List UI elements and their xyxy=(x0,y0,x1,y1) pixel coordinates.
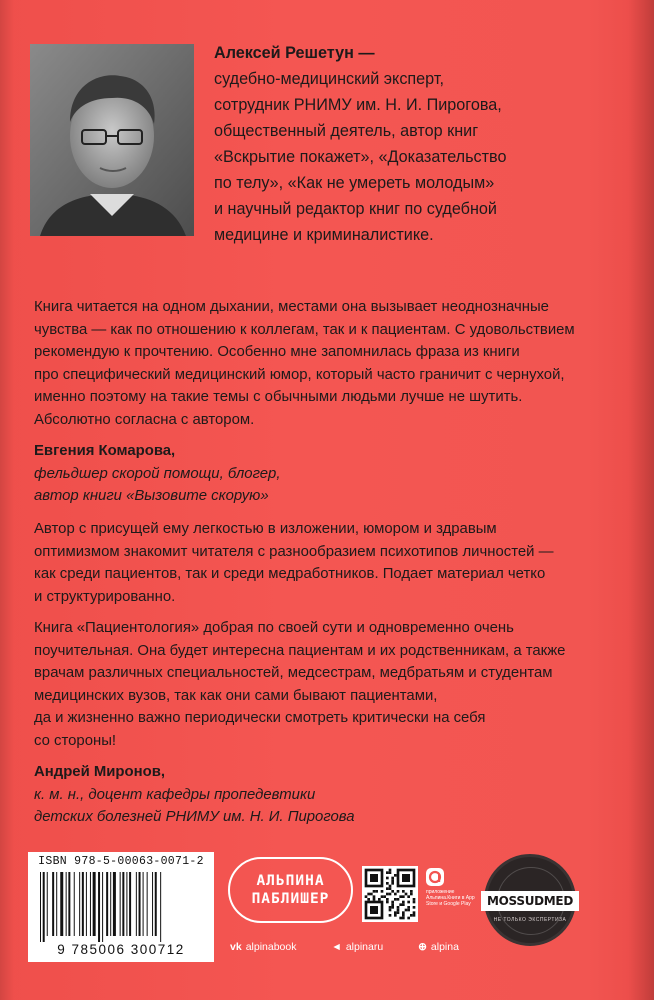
qr-module xyxy=(391,890,394,893)
qr-module xyxy=(397,911,400,914)
qr-module xyxy=(391,901,394,904)
barcode-bar xyxy=(56,872,57,936)
qr-module xyxy=(399,917,402,920)
publisher-logo xyxy=(228,857,353,923)
qr-module xyxy=(413,901,416,904)
badge-subtitle: НЕ ТОЛЬКО ЭКСПЕРТИЗА xyxy=(493,917,567,923)
qr-module xyxy=(397,890,400,893)
isbn-barcode xyxy=(28,852,214,962)
barcode-bar xyxy=(106,872,108,936)
publisher-logo-line: ПАБЛИШЕР xyxy=(251,891,330,907)
qr-code xyxy=(362,866,418,922)
qr-module xyxy=(365,895,368,898)
qr-module xyxy=(410,890,413,893)
barcode-bar xyxy=(122,872,124,936)
qr-module xyxy=(394,874,397,877)
qr-module xyxy=(407,901,410,904)
qr-module xyxy=(405,893,408,896)
quote-line: Книга «Пациентология» добрая по своей сути и одновременно очень xyxy=(34,620,514,636)
review-quote-komarova xyxy=(34,296,624,508)
barcode-bar xyxy=(139,872,141,936)
bio-line: по телу», «Как не умереть молодым» xyxy=(214,174,495,192)
qr-module xyxy=(370,906,378,914)
barcode-bar xyxy=(82,872,84,936)
qr-module xyxy=(367,893,370,896)
quote-line: медицинских вузов, так как они сами бывают пациентами, xyxy=(34,687,438,704)
reviewer-role: автор книги «Вызовите скорую» xyxy=(34,488,269,504)
qr-module xyxy=(410,914,413,917)
barcode-bar xyxy=(47,872,48,936)
qr-module xyxy=(402,911,405,914)
qr-module xyxy=(391,877,394,880)
qr-module xyxy=(391,906,394,909)
qr-module xyxy=(399,895,402,898)
qr-module xyxy=(370,893,373,896)
qr-module xyxy=(391,903,394,906)
qr-module xyxy=(386,901,389,904)
qr-module xyxy=(373,895,376,898)
quote-line: чувства — как по отношению к коллегам, так и к пациентам. С удовольствием xyxy=(34,321,575,338)
quote-line: как среди пациентов, так и среди медработников. Подает материал четко xyxy=(34,566,546,582)
quote-line: Автор с присущей ему легкостью в изложении, юмором и здравым xyxy=(34,521,497,537)
qr-module xyxy=(413,906,416,909)
qr-module xyxy=(386,887,389,890)
social-site[interactable] xyxy=(418,941,475,953)
qr-module xyxy=(394,893,397,896)
quote-line: про специфический медицинский юмор, который часто граничит с чернухой, xyxy=(34,366,565,383)
qr-module xyxy=(407,909,410,912)
qr-module xyxy=(397,898,400,901)
qr-module xyxy=(389,871,392,874)
qr-module xyxy=(413,914,416,917)
barcode-bar xyxy=(113,872,116,936)
barcode-bar xyxy=(79,872,80,936)
quote-line: оптимизмом знакомит читателя с разнообразием психотипов личностей — xyxy=(34,543,554,560)
qr-module xyxy=(373,890,376,893)
qr-module xyxy=(402,874,410,882)
barcode-bar xyxy=(60,872,63,936)
qr-module xyxy=(402,901,405,904)
barcode-bar xyxy=(110,872,111,936)
qr-module xyxy=(402,917,405,920)
reviewer-role: детских болезней РНИМУ им. Н. И. Пирогова xyxy=(34,809,355,825)
barcode-bar xyxy=(66,872,67,936)
qr-module xyxy=(386,871,389,874)
qr-module xyxy=(386,893,389,896)
cover-edge-shadow-right xyxy=(628,0,654,1000)
barcode-digits: 9 785006 300712 xyxy=(57,942,185,957)
bio-line: сотрудник РНИМУ им. Н. И. Пирогова, xyxy=(214,96,502,114)
quote-line: рекомендую к прочтению. Особенно мне запомнилась фраза из книги xyxy=(34,344,520,360)
author-name: Алексей Решетун — xyxy=(214,44,375,62)
qr-module xyxy=(394,911,397,914)
isbn-number: ISBN 978-5-00063-0071-2 xyxy=(38,855,204,868)
bio-line: судебно-медицинский эксперт, xyxy=(214,70,444,88)
qr-module xyxy=(389,909,392,912)
barcode-bar xyxy=(40,872,41,942)
quote-line: Книга читается на одном дыхании, местами она вызывает неоднозначные xyxy=(34,299,549,315)
qr-module xyxy=(386,882,389,885)
qr-module xyxy=(405,909,408,912)
reviewer-name: Андрей Миронов, xyxy=(34,764,165,780)
paragraph-gap xyxy=(34,608,624,617)
barcode-bar xyxy=(160,872,161,942)
qr-module xyxy=(397,909,400,912)
qr-module xyxy=(402,903,405,906)
quote-line: и структурированно. xyxy=(34,588,176,605)
qr-module xyxy=(410,893,413,896)
social-telegram-label: alpinaru xyxy=(345,941,384,953)
bio-line: «Вскрытие покажет», «Доказательство xyxy=(214,148,507,166)
quote-line: Абсолютно согласна с автором. xyxy=(34,411,255,428)
quote-line: да и жизненно важно периодически смотреть критически на себя xyxy=(34,710,486,726)
quote-line: именно поэтому на такие темы с обычными людьми лучше не шутить. xyxy=(34,389,523,405)
web-icon: ⊕ xyxy=(418,941,427,953)
qr-module xyxy=(389,869,392,872)
barcode-bar xyxy=(120,872,121,936)
bio-line: общественный деятель, автор книг xyxy=(214,122,479,140)
qr-module xyxy=(399,903,402,906)
social-telegram[interactable] xyxy=(331,941,399,953)
qr-module xyxy=(381,895,384,898)
review-quote-mironov xyxy=(34,518,624,829)
qr-module xyxy=(367,898,370,901)
barcode-bar xyxy=(136,872,137,936)
qr-module xyxy=(389,906,392,909)
qr-module xyxy=(378,898,381,901)
qr-module xyxy=(389,885,392,888)
barcode-bar xyxy=(93,872,96,936)
qr-module xyxy=(391,879,394,882)
barcode-bar xyxy=(86,872,87,936)
bio-line: и научный редактор книг по судебной xyxy=(214,200,497,218)
qr-module xyxy=(413,898,416,901)
qr-module xyxy=(413,911,416,914)
qr-module xyxy=(386,877,389,880)
qr-module xyxy=(375,890,378,893)
publisher-logo-line: АЛЬПИНА xyxy=(256,873,325,889)
reviewer-role: к. м. н., доцент кафедры пропедевтики xyxy=(34,786,316,803)
qr-module xyxy=(407,917,410,920)
qr-module xyxy=(381,890,384,893)
qr-module xyxy=(373,898,376,901)
barcode-bar xyxy=(98,872,100,942)
quote-line: врачам различных специальностей, медсестрам, медбратьям и студентам xyxy=(34,665,553,681)
qr-module xyxy=(370,874,378,882)
barcode-bar xyxy=(68,872,70,936)
vk-icon: vk xyxy=(230,941,242,953)
barcode-bar xyxy=(152,872,153,936)
barcode-bar xyxy=(43,872,45,942)
qr-module xyxy=(407,906,410,909)
qr-module xyxy=(386,898,389,901)
author-photo xyxy=(30,44,194,236)
quote-line: поучительная. Она будет интересна пациентам и их родственникам, а также xyxy=(34,642,566,659)
social-vk[interactable] xyxy=(230,941,312,953)
qr-module xyxy=(389,914,392,917)
barcode-bar xyxy=(155,872,157,936)
barcode-bar xyxy=(74,872,75,936)
telegram-icon: ◄ xyxy=(331,941,342,953)
author-bio xyxy=(214,40,594,248)
social-site-label: alpina xyxy=(430,941,459,953)
barcode-bar xyxy=(90,872,91,936)
barcode-bar xyxy=(143,872,144,936)
reviewer-name: Евгения Комарова, xyxy=(34,443,176,459)
reviewer-role: фельдшер скорой помощи, блогер, xyxy=(34,465,281,482)
qr-module xyxy=(383,895,386,898)
app-icon xyxy=(426,868,444,886)
qr-module xyxy=(402,914,405,917)
qr-module xyxy=(389,893,392,896)
qr-module xyxy=(394,898,397,901)
social-links xyxy=(230,941,491,953)
badge-label: MOSSUDMED xyxy=(481,891,579,911)
mossudmed-badge xyxy=(484,854,576,946)
cover-edge-shadow-left xyxy=(0,0,14,1000)
app-store-text: приложение Альпина.Книги в App Store и Google Play xyxy=(426,889,475,907)
qr-module xyxy=(402,890,405,893)
bio-line: медицине и криминалистике. xyxy=(214,226,434,244)
qr-module xyxy=(394,914,397,917)
quote-line: со стороны! xyxy=(34,732,117,749)
barcode-bar xyxy=(102,872,103,942)
barcode-bar xyxy=(147,872,148,936)
qr-module xyxy=(402,895,405,898)
barcode-bar xyxy=(129,872,131,936)
barcode-bar xyxy=(52,872,54,936)
qr-module xyxy=(391,882,394,885)
qr-module xyxy=(389,887,392,890)
social-vk-label: alpinabook xyxy=(245,941,297,953)
barcode-bar xyxy=(126,872,127,936)
qr-module xyxy=(407,895,410,898)
qr-module xyxy=(397,906,400,909)
barcode-bars xyxy=(38,872,204,942)
